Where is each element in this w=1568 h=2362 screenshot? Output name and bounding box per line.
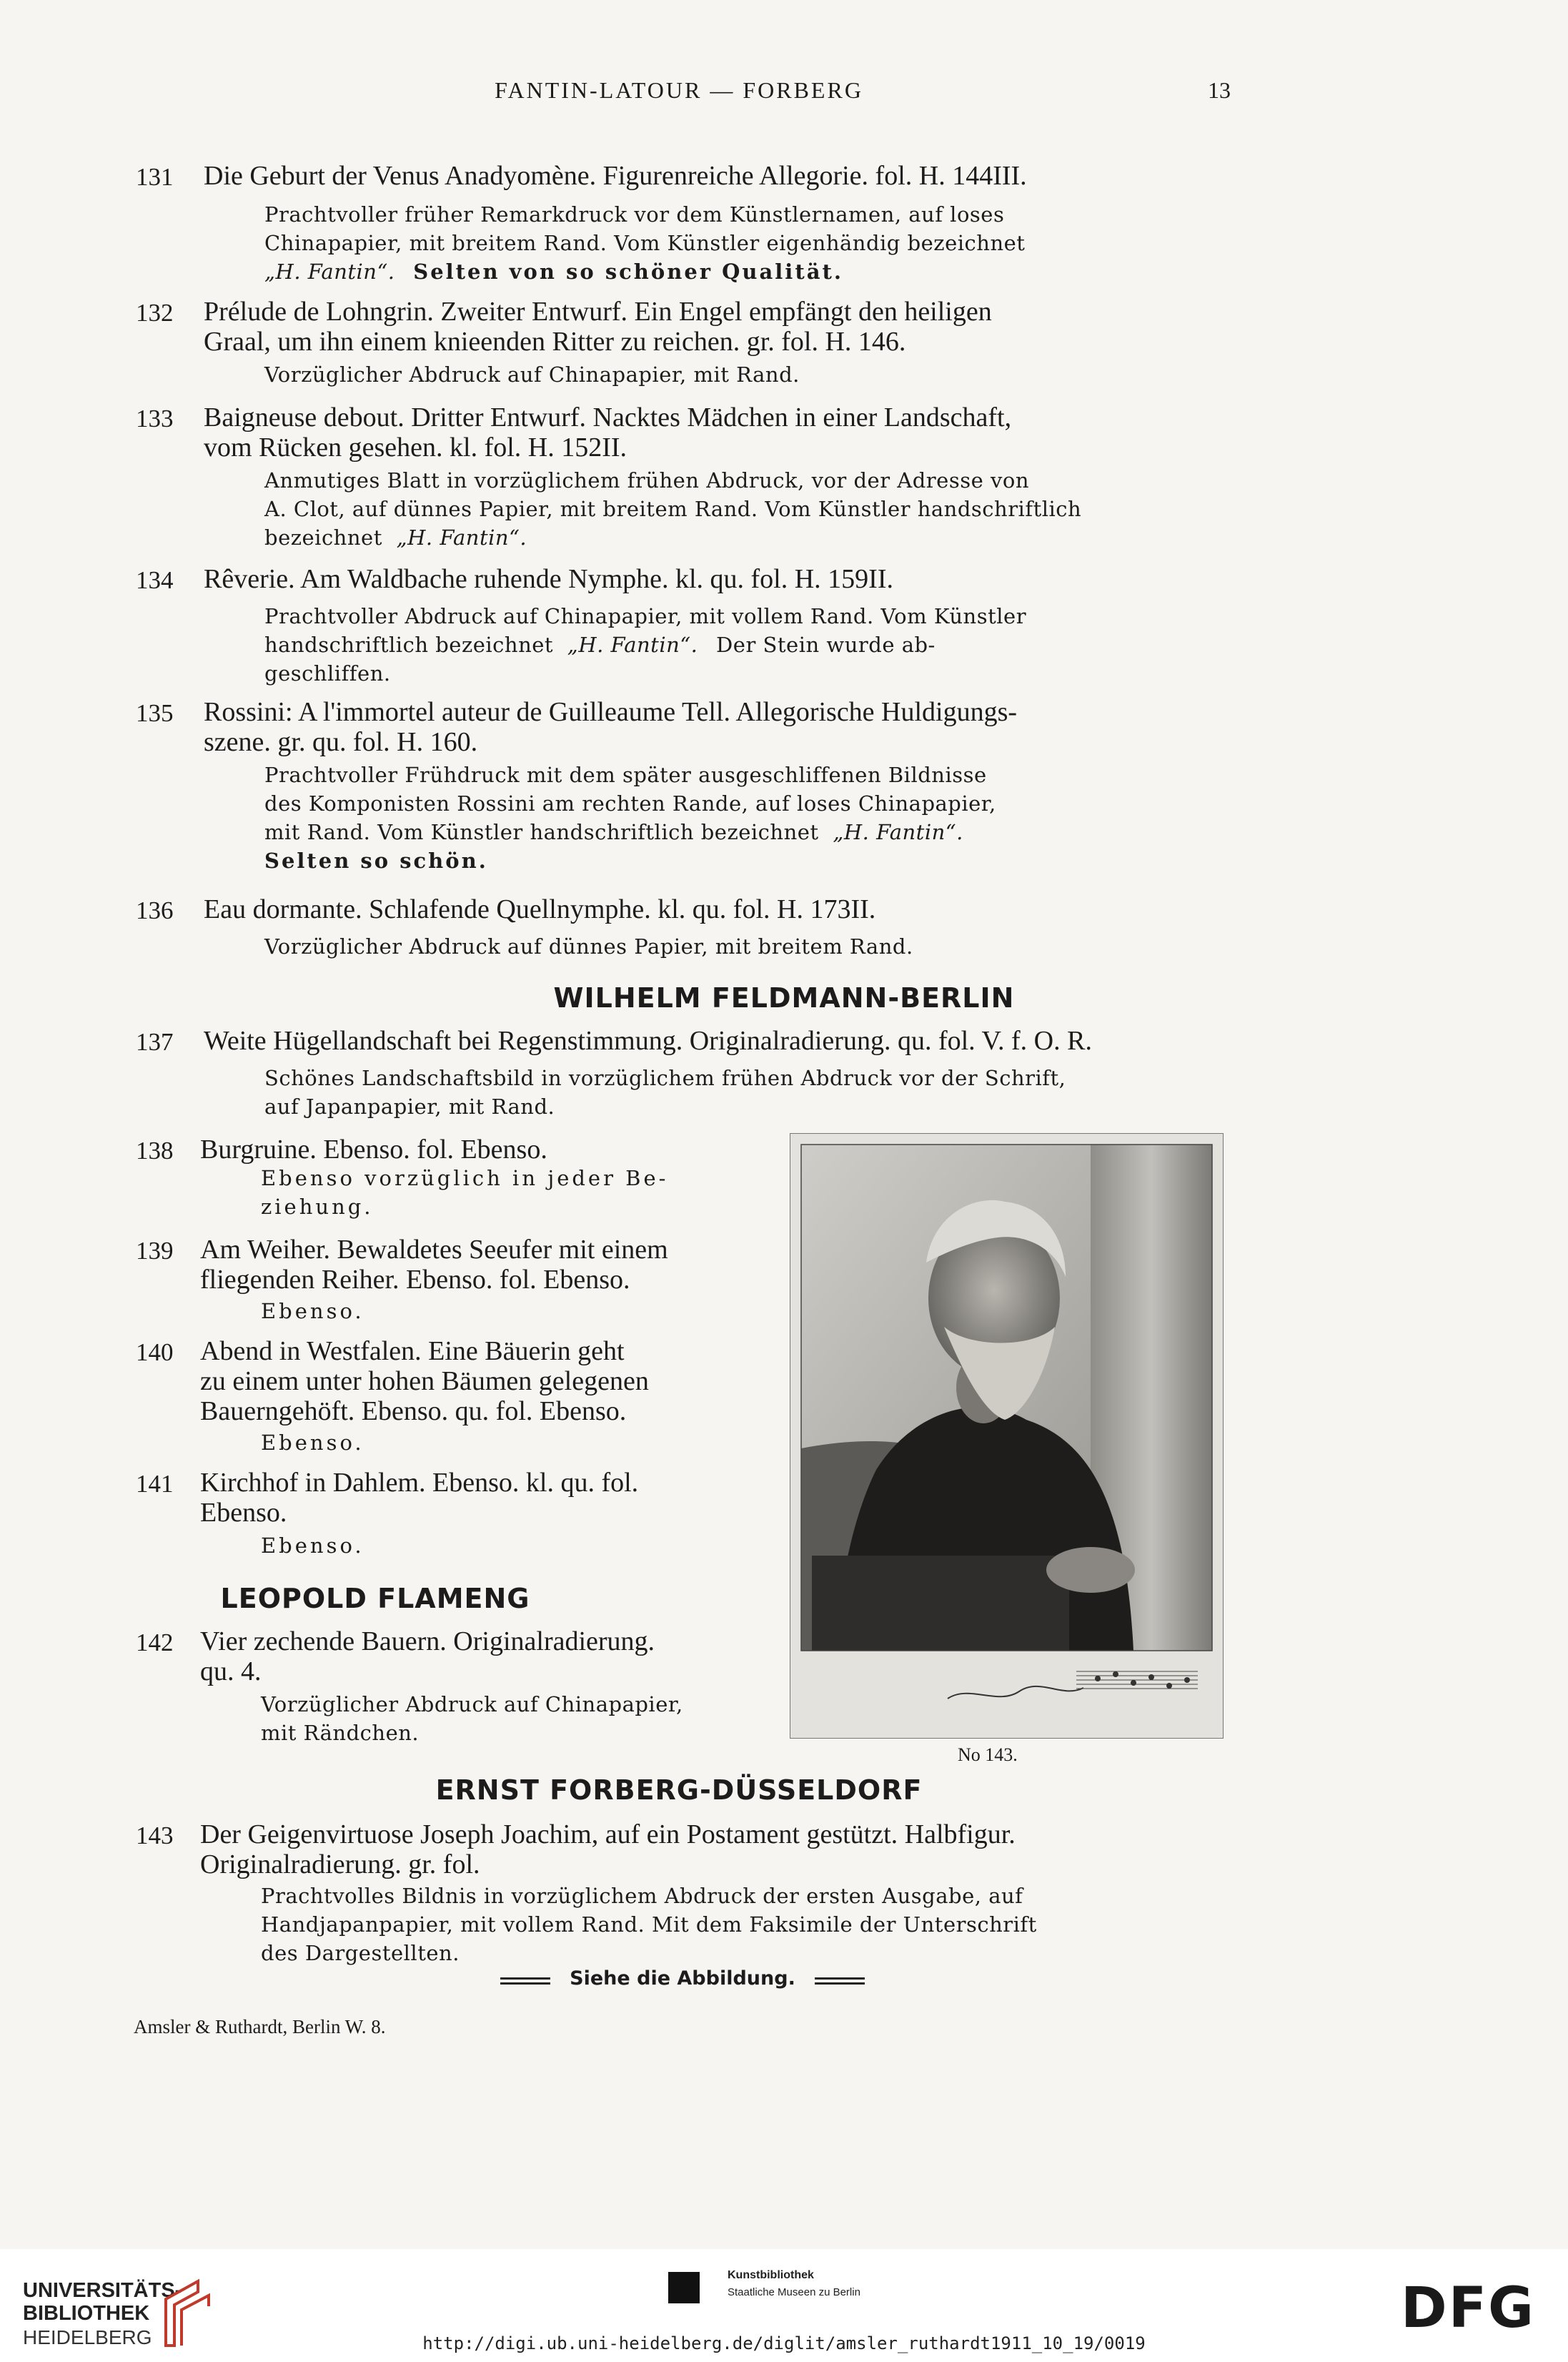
entry-title: zu einem unter hohen Bäumen gelegenen — [200, 1366, 649, 1396]
entry-number: 134 — [136, 566, 174, 594]
entry-desc: Prachtvolles Bildnis in vorzüglichem Abdruck der ersten Ausgabe, auf — [261, 1884, 1023, 1908]
entry-number: 140 — [136, 1338, 174, 1366]
entry-title: Bauerngehöft. Ebenso. qu. fol. Ebenso. — [200, 1396, 627, 1426]
entry-number: 139 — [136, 1237, 174, 1265]
entry-number: 137 — [136, 1028, 174, 1056]
entry-desc: Prachtvoller Frühdruck mit dem später ausgeschliffenen Bildnisse — [264, 763, 987, 787]
entry-desc: A. Clot, auf dünnes Papier, mit breitem Rand. Vom Künstler handschriftlich — [264, 497, 1082, 521]
entry-desc: Schönes Landschaftsbild in vorzüglichem frühen Abdruck vor der Schrift, — [264, 1066, 1066, 1090]
entry-desc: Prachtvoller früher Remarkdruck vor dem Künstlernamen, auf loses — [264, 202, 1005, 227]
entry-desc: Ebenso. — [261, 1533, 364, 1558]
entry-title: Baigneuse debout. Dritter Entwurf. Nacktes Mädchen in einer Landschaft, — [204, 402, 1012, 433]
entry-desc: ziehung. — [261, 1195, 374, 1219]
figure-caption: No 143. — [958, 1744, 1018, 1765]
entry-title: fliegenden Reiher. Ebenso. fol. Ebenso. — [200, 1265, 630, 1295]
entry-title: Rêverie. Am Waldbache ruhende Nymphe. kl. qu. fol. H. 159II. — [204, 564, 893, 594]
entry-title: Burgruine. Ebenso. fol. Ebenso. — [200, 1135, 547, 1165]
entry-desc — [264, 631, 936, 660]
entry-desc: des Komponisten Rossini am rechten Rande, auf loses Chinapapier, — [264, 791, 996, 816]
ub-heidelberg-line3: HEIDELBERG — [23, 2326, 152, 2348]
entry-desc: Vorzüglicher Abdruck auf dünnes Papier, mit breitem Rand. — [264, 934, 913, 959]
ub-heidelberg-line1: UNIVERSITÄTS- — [23, 2279, 182, 2302]
entry-desc: Ebenso. — [261, 1430, 364, 1455]
entry-number: 141 — [136, 1470, 174, 1498]
kunstbibliothek-title: Kunstbibliothek — [728, 2269, 814, 2281]
desc-text: mit Rand. Vom Künstler handschriftlich bezeichnet — [264, 820, 819, 844]
entry-desc: Prachtvoller Abdruck auf Chinapapier, mit vollem Rand. Vom Künstler — [264, 604, 1027, 628]
running-head: FANTIN-LATOUR — FORBERG — [495, 77, 863, 103]
entry-title: Prélude de Lohngrin. Zweiter Entwurf. Ein Engel empfängt den heiligen — [204, 297, 992, 327]
entry-desc: geschliffen. — [264, 661, 391, 686]
page-number: 13 — [1208, 77, 1231, 103]
entry-title: Die Geburt der Venus Anadyomène. Figurenreiche Allegorie. fol. H. 144III. — [204, 161, 1027, 191]
rule-right — [815, 1977, 865, 1985]
signature-quote: „H. Fantin“. — [567, 633, 698, 657]
entry-title: Der Geigenvirtuose Joseph Joachim, auf ein Postament gestützt. Halbfigur. — [200, 1819, 1016, 1849]
entry-title: Abend in Westfalen. Eine Bäuerin geht — [200, 1336, 625, 1366]
entry-desc: auf Japanpapier, mit Rand. — [264, 1094, 555, 1119]
entry-title: Rossini: A l'immortel auteur de Guilleaume Tell. Allegorische Huldigungs- — [204, 697, 1018, 727]
entry-desc: Handjapanpapier, mit vollem Rand. Mit dem Faksimile der Unterschrift — [261, 1912, 1037, 1937]
entry-title: vom Rücken gesehen. kl. fol. H. 152II. — [204, 433, 627, 463]
entry-title: Eau dormante. Schlafende Quellnymphe. kl. qu. fol. H. 173II. — [204, 894, 876, 924]
entry-desc: des Dargestellten. — [261, 1941, 460, 1965]
kunstbibliothek-logo-icon — [668, 2272, 700, 2303]
entry-desc: Vorzüglicher Abdruck auf Chinapapier, mit Rand. — [264, 362, 800, 387]
portrait-illustration — [790, 1133, 1224, 1739]
entry-number: 143 — [136, 1822, 174, 1849]
entry-title: Originalradierung. gr. fol. — [200, 1849, 480, 1879]
entry-desc: Chinapapier, mit breitem Rand. Vom Künstler eigenhändig bezeichnet — [264, 231, 1026, 255]
entry-desc: Ebenso vorzüglich in jeder Be- — [261, 1166, 669, 1190]
section-heading-feldmann: WILHELM FELDMANN-BERLIN — [553, 982, 1015, 1014]
entry-title: Ebenso. — [200, 1498, 287, 1528]
entry-number: 142 — [136, 1629, 174, 1656]
ub-heidelberg-line2: BIBLIOTHEK — [23, 2302, 150, 2325]
entry-desc: Vorzüglicher Abdruck auf Chinapapier, — [261, 1692, 683, 1716]
section-heading-forberg: ERNST FORBERG-DÜSSELDORF — [435, 1774, 923, 1806]
entry-number: 131 — [136, 163, 174, 191]
entry-desc: mit Rändchen. — [261, 1721, 420, 1745]
entry-title: Am Weiher. Bewaldetes Seeufer mit einem — [200, 1235, 668, 1265]
entry-title: Vier zechende Bauern. Originalradierung. — [200, 1626, 655, 1656]
signature-quote: „H. Fantin“. — [396, 525, 527, 550]
section-heading-flameng: LEOPOLD FLAMENG — [220, 1583, 530, 1614]
entry-desc: Ebenso. — [261, 1299, 364, 1323]
kunstbibliothek-subtitle: Staatliche Museen zu Berlin — [728, 2286, 860, 2298]
entry-title: szene. gr. qu. fol. H. 160. — [204, 727, 478, 757]
entry-desc — [264, 257, 843, 287]
publisher-imprint: Amsler & Ruthardt, Berlin W. 8. — [134, 2016, 386, 2037]
entry-title: Graal, um ihn einem knieenden Ritter zu reichen. gr. fol. H. 146. — [204, 327, 906, 357]
signature-quote: „H. Fantin“. — [833, 820, 963, 844]
entry-desc — [264, 818, 963, 847]
entry-title: Weite Hügellandschaft bei Regenstimmung. Originalradierung. qu. fol. V. f. O. R. — [204, 1026, 1092, 1056]
desc-text: bezeichnet — [264, 525, 382, 550]
dfg-logo: DFG — [1401, 2276, 1536, 2341]
entry-number: 138 — [136, 1137, 174, 1165]
entry-title: qu. 4. — [200, 1656, 262, 1686]
entry-title: Kirchhof in Dahlem. Ebenso. kl. qu. fol. — [200, 1468, 639, 1498]
entry-desc — [264, 523, 527, 553]
entry-number: 136 — [136, 896, 174, 924]
permalink-url[interactable]: http://digi.ub.uni-heidelberg.de/diglit/amsler_ruthardt1911_10_19/0019 — [422, 2333, 1146, 2353]
quality-note: Selten von so schöner Qualität. — [413, 260, 843, 284]
see-illustration-note: Siehe die Abbildung. — [570, 1967, 795, 1990]
digitization-footer — [0, 2249, 1568, 2362]
entry-number: 135 — [136, 699, 174, 727]
entry-number: 133 — [136, 405, 174, 433]
quality-note: Selten so schön. — [264, 849, 488, 873]
entry-number: 132 — [136, 299, 174, 327]
entry-desc: Anmutiges Blatt in vorzüglichem frühen Abdruck, vor der Adresse von — [264, 468, 1029, 493]
signature-quote: „H. Fantin“. — [264, 260, 395, 284]
desc-text: handschriftlich bezeichnet — [264, 633, 554, 657]
desc-text: Der Stein wurde ab- — [716, 633, 936, 657]
